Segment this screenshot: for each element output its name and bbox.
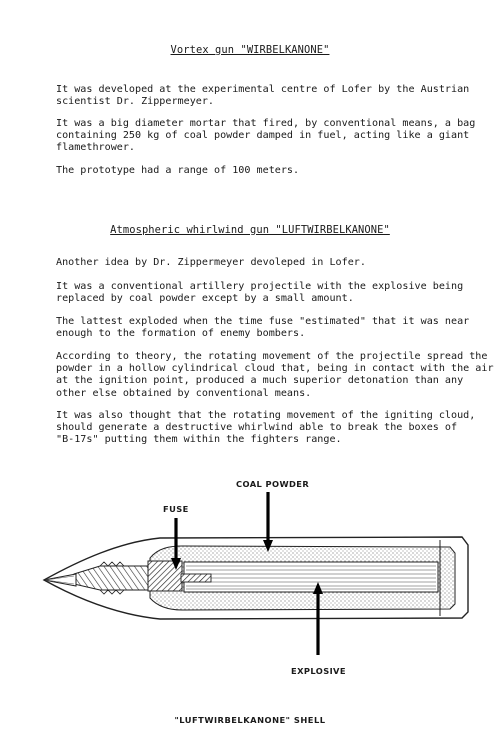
label-fuse: FUSE bbox=[163, 504, 189, 514]
paragraph-range: The prototype had a range of 100 meters. bbox=[56, 165, 300, 176]
shell-diagram bbox=[0, 470, 500, 670]
fuse-stem bbox=[181, 574, 211, 582]
label-coal-powder: COAL POWDER bbox=[236, 479, 310, 489]
diagram-caption: "LUFTWIRBELKANONE" SHELL bbox=[174, 715, 326, 725]
paragraph-developed: It was developed at the experimental centre of Lofer by the Austrian scientist Dr. Zippermeyer. bbox=[56, 84, 470, 108]
section-title-luftwirbelkanone: Atmospheric whirlwind gun "LUFTWIRBELKANONE" bbox=[110, 224, 390, 236]
paragraph-mortar: It was a big diameter mortar that fired, by conventional means, a bag containing 250 kg of coal powder damped in fuel, acting like a giant flamethrower. bbox=[56, 118, 476, 154]
paragraph-time-fuse: The lattest exploded when the time fuse "estimated" that it was near enough to the formation of enemy bombers. bbox=[56, 316, 470, 340]
paragraph-projectile: It was a conventional artillery projectile with the explosive being replaced by coal powder except by a small amount. bbox=[56, 281, 464, 305]
paragraph-another-idea: Another idea by Dr. Zippermeyer devoleped in Lofer. bbox=[56, 257, 366, 268]
paragraph-theory: According to theory, the rotating movement of the projectile spread the powder in a hollow cylindrical cloud that, being in contact with the air at the ignition point, produced a much superior detonation than any other else obtained by conventional means. bbox=[56, 351, 494, 399]
paragraph-whirlwind: It was also thought that the rotating movement of the igniting cloud, should generate a destructive whirlwind able to break the boxes of "B-17s" putting them within the fighters range. bbox=[56, 410, 476, 446]
explosive-tube bbox=[184, 562, 438, 592]
label-explosive: EXPLOSIVE bbox=[291, 666, 346, 676]
section-title-wirbelkanone: Vortex gun "WIRBELKANONE" bbox=[170, 44, 330, 56]
